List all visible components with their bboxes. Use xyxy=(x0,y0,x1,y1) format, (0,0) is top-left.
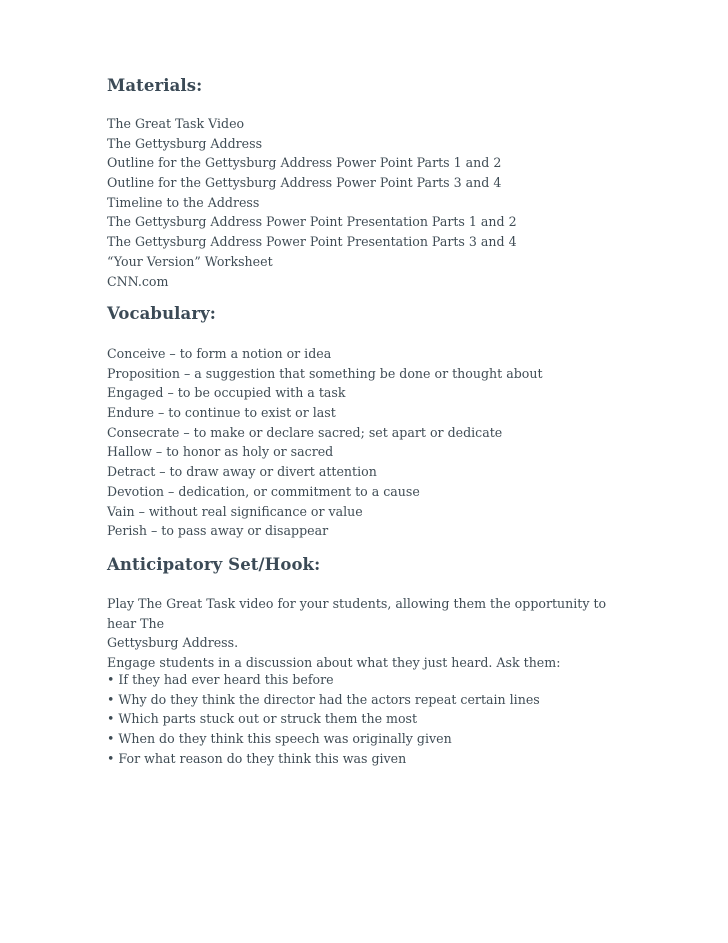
vocabulary-item: Perish – to pass away or disappear xyxy=(107,523,329,539)
vocabulary-item: Devotion – dedication, or commitment to a cause xyxy=(107,483,420,499)
paragraph-line: Play The Great Task video for your students, allowing them the opportunity to hear The xyxy=(107,596,607,631)
materials-item: “Your Version” Worksheet xyxy=(107,253,273,269)
materials-item: Outline for the Gettysburg Address Power Point Parts 3 and 4 xyxy=(107,175,502,191)
vocabulary-item: Proposition – a suggestion that something be done or thought about xyxy=(107,365,543,381)
bullet-item: • For what reason do they think this was given xyxy=(107,750,407,766)
anticipatory-paragraph xyxy=(107,594,627,673)
bullet-item: • If they had ever heard this before xyxy=(107,672,334,687)
bullet-item: • Which parts stuck out or struck them the most xyxy=(107,711,418,727)
vocabulary-item: Consecrate – to make or declare sacred; set apart or dedicate xyxy=(107,424,503,440)
bullet-item: • Why do they think the director had the actors repeat certain lines xyxy=(107,691,540,707)
vocabulary-item: Endure – to continue to exist or last xyxy=(107,405,336,421)
anticipatory-heading: Anticipatory Set/Hook: xyxy=(107,555,321,574)
vocabulary-heading: Vocabulary: xyxy=(107,304,216,323)
vocabulary-list xyxy=(107,344,543,541)
materials-item: Timeline to the Address xyxy=(107,194,260,210)
paragraph-line: Engage students in a discussion about what they just heard. Ask them: xyxy=(107,655,561,671)
discussion-questions-list xyxy=(107,670,540,768)
materials-item: The Gettysburg Address xyxy=(107,135,263,151)
materials-list xyxy=(107,114,517,291)
paragraph-line: Gettysburg Address. xyxy=(107,635,239,651)
materials-item: Outline for the Gettysburg Address Power Point Parts 1 and 2 xyxy=(107,155,502,171)
vocabulary-item: Conceive – to form a notion or idea xyxy=(107,346,332,361)
materials-item: The Great Task Video xyxy=(107,116,245,131)
materials-item: CNN.com xyxy=(107,273,169,289)
materials-item: The Gettysburg Address Power Point Presentation Parts 1 and 2 xyxy=(107,214,517,230)
vocabulary-item: Vain – without real significance or value xyxy=(107,503,363,519)
vocabulary-item: Detract – to draw away or divert attention xyxy=(107,464,377,480)
vocabulary-item: Engaged – to be occupied with a task xyxy=(107,385,346,401)
materials-item: The Gettysburg Address Power Point Presentation Parts 3 and 4 xyxy=(107,234,517,250)
vocabulary-item: Hallow – to honor as holy or sacred xyxy=(107,444,334,460)
materials-heading: Materials: xyxy=(107,76,203,95)
bullet-item: • When do they think this speech was originally given xyxy=(107,731,452,747)
